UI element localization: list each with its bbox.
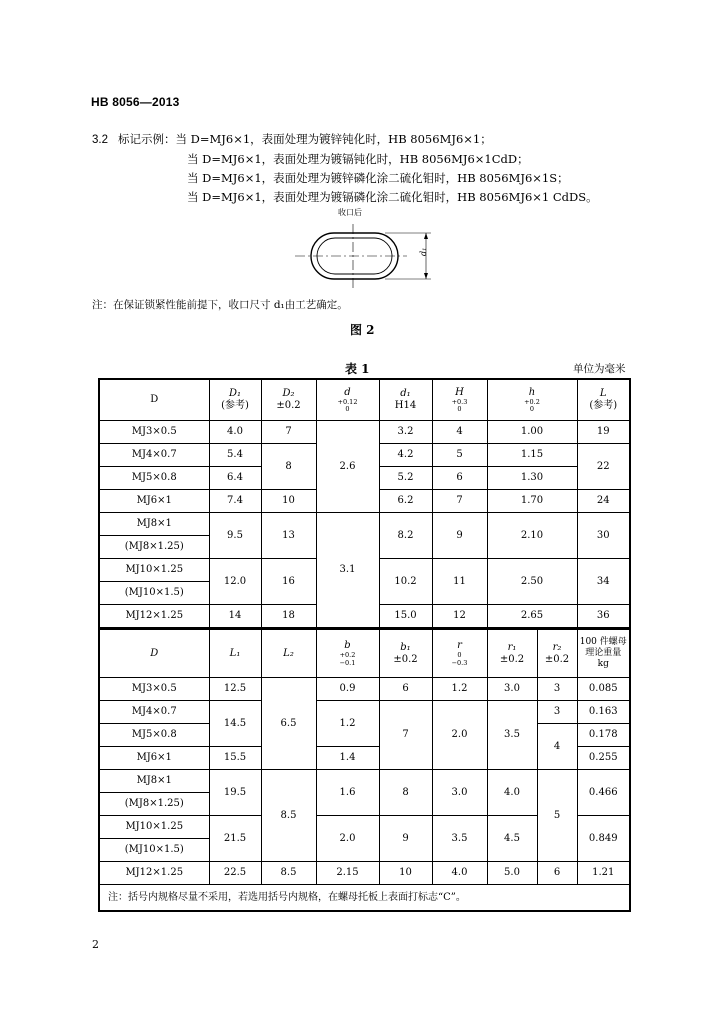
table-cell: 2.6 [316,421,379,513]
table-cell: 7 [379,701,432,770]
table-cell: MJ8×1 [99,513,209,536]
header-d: d +0.12 0 [316,379,379,421]
table-cell: 4.0 [209,421,261,444]
table-cell: 9 [379,816,432,862]
table-cell: 3.5 [487,701,537,770]
table-cell: 3 [537,678,577,701]
table-cell: MJ12×1.25 [99,862,209,885]
table-cell: 6 [537,862,577,885]
header-weight: 100 件螺母 理论重量 kg [577,630,630,678]
table-cell: 6 [379,678,432,701]
table-cell: MJ4×0.7 [99,701,209,724]
dimension-d1-label: d₁ [419,247,428,256]
header-L2: L₂ [261,630,316,678]
table-cell: 8 [379,770,432,816]
table-cell: 1.6 [316,770,379,816]
table-cell: 12 [432,605,487,629]
header-r1: r₁ ±0.2 [487,630,537,678]
table-cell: 7 [261,421,316,444]
table-cell: MJ10×1.25 [99,559,209,582]
table-cell: 9.5 [209,513,261,559]
table-cell: 2.15 [316,862,379,885]
table-cell: 15.5 [209,747,261,770]
table-row [99,701,630,724]
table-row [99,770,630,793]
page-number: 2 [92,938,99,951]
table-cell: 0.466 [577,770,630,816]
header-L: L (参考) [577,379,630,421]
nut-section-figure [295,216,445,296]
table-cell: 0.849 [577,816,630,862]
table-cell: 8 [261,444,316,490]
table-cell: MJ3×0.5 [99,678,209,701]
table-cell: 1.00 [487,421,577,444]
table-cell: 3.2 [379,421,432,444]
header-b1: b₁ ±0.2 [379,630,432,678]
table-cell: 4.2 [379,444,432,467]
table-cell: 8.5 [261,770,316,862]
table-cell: 22 [577,444,630,490]
table-cell: 5 [432,444,487,467]
dimension-table-lower [98,629,631,912]
header-D-lower: D [99,630,209,678]
table-cell: 9 [432,513,487,559]
table-cell: 2.65 [487,605,577,629]
table-cell: 15.0 [379,605,432,629]
table-cell: 5.4 [209,444,261,467]
table-cell: 10 [261,490,316,513]
header-H: H +0.3 0 [432,379,487,421]
table-cell: 6.5 [261,678,316,770]
header-r2: r₂ ±0.2 [537,630,577,678]
table-row [99,678,630,701]
table-cell: 6.4 [209,467,261,490]
table-cell: (MJ10×1.5) [99,582,209,605]
table-cell: 1.4 [316,747,379,770]
table-cell: 2.0 [316,816,379,862]
table-cell: 13 [261,513,316,559]
table-cell: 2.0 [432,701,487,770]
header-b: b +0.2 −0.1 [316,630,379,678]
table-cell: 0.178 [577,724,630,747]
table-cell: 12.5 [209,678,261,701]
table-cell: 16 [261,559,316,605]
dimension-table-upper [98,378,631,629]
table-cell: 4.5 [487,816,537,862]
table-cell: 2.10 [487,513,577,559]
figure-caption: 图 2 [350,323,375,337]
table-unit: 单位为毫米 [573,363,626,375]
table-cell: 14.5 [209,701,261,747]
table-cell: 1.21 [577,862,630,885]
table-cell: MJ4×0.7 [99,444,209,467]
table-cell: 0.255 [577,747,630,770]
header-d1: d₁ H14 [379,379,432,421]
table-cell: 10.2 [379,559,432,605]
header-r: r 0 −0.3 [432,630,487,678]
table-cell: 1.30 [487,467,577,490]
table-cell: 8.5 [261,862,316,885]
table-cell: 1.2 [432,678,487,701]
table-cell: 4 [432,421,487,444]
table-cell: MJ10×1.25 [99,816,209,839]
table-cell: 6.2 [379,490,432,513]
table-cell: 4.0 [432,862,487,885]
table-cell: MJ8×1 [99,770,209,793]
table-title: 表 1 [345,362,370,376]
header-L1: L₁ [209,630,261,678]
table-row [99,513,630,536]
table-cell: 5.2 [379,467,432,490]
table-cell: 0.163 [577,701,630,724]
table-cell: 4 [537,724,577,770]
table-cell: MJ5×0.8 [99,724,209,747]
table-cell: 21.5 [209,816,261,862]
header-D2: D₂ ±0.2 [261,379,316,421]
section-number: 3.2 [92,134,108,146]
table-cell: 8.2 [379,513,432,559]
table-cell: (MJ8×1.25) [99,536,209,559]
table-cell: 7.4 [209,490,261,513]
table-cell: 1.15 [487,444,577,467]
marking-example-line-2: 当 D=MJ6×1，表面处理为镀镉钝化时，HB 8056MJ6×1CdD； [187,152,529,166]
marking-example-line-1: 3.2 标记示例：当 D=MJ6×1，表面处理为镀锌钝化时，HB 8056MJ6×1； [92,132,492,146]
marking-example-line-3: 当 D=MJ6×1，表面处理为镀锌磷化涂二硫化钼时，HB 8056MJ6×1S； [187,171,569,185]
table-cell: 12.0 [209,559,261,605]
table-cell: 22.5 [209,862,261,885]
table-cell: 6 [432,467,487,490]
table-cell: 10 [379,862,432,885]
table-cell: (MJ8×1.25) [99,793,209,816]
table-cell: 18 [261,605,316,629]
table-cell: MJ6×1 [99,490,209,513]
table-cell: 3 [537,701,577,724]
table-cell: 5.0 [487,862,537,885]
table-cell: MJ6×1 [99,747,209,770]
table-row [99,862,630,885]
table-cell: 1.70 [487,490,577,513]
table-cell: 14 [209,605,261,629]
table-cell: MJ3×0.5 [99,421,209,444]
header-D: D [99,379,209,421]
header-D1: D₁ (参考) [209,379,261,421]
table-cell: 19 [577,421,630,444]
table-cell: 2.50 [487,559,577,605]
table-cell: 36 [577,605,630,629]
table-cell: 34 [577,559,630,605]
table-cell: 1.2 [316,701,379,747]
table-cell: 7 [432,490,487,513]
table-row [99,421,630,444]
table-cell: 3.0 [487,678,537,701]
table-cell: MJ12×1.25 [99,605,209,629]
marking-example-line-4: 当 D=MJ6×1，表面处理为镀镉磷化涂二硫化钼时，HB 8056MJ6×1 CdDS。 [187,190,598,204]
table-cell: 11 [432,559,487,605]
table-cell: (MJ10×1.5) [99,839,209,862]
table-cell: 30 [577,513,630,559]
figure-note: 注：在保证锁紧性能前提下，收口尺寸 d₁由工艺确定。 [92,299,348,311]
table-cell: 19.5 [209,770,261,816]
figure-label: 收口后 [338,208,362,217]
table-cell: 0.085 [577,678,630,701]
table-cell: 3.1 [316,513,379,629]
table-cell: 3.5 [432,816,487,862]
standard-number-header: HB 8056—2013 [91,95,180,109]
table-cell: 4.0 [487,770,537,816]
table-cell: 24 [577,490,630,513]
header-h: h +0.2 0 [487,379,577,421]
table-cell: 5 [537,770,577,862]
table-cell: MJ5×0.8 [99,467,209,490]
table-footnote: 注：括号内规格尽量不采用，若选用括号内规格，在螺母托板上表面打标志“C”。 [99,885,630,912]
table-cell: 0.9 [316,678,379,701]
table-cell: 3.0 [432,770,487,816]
